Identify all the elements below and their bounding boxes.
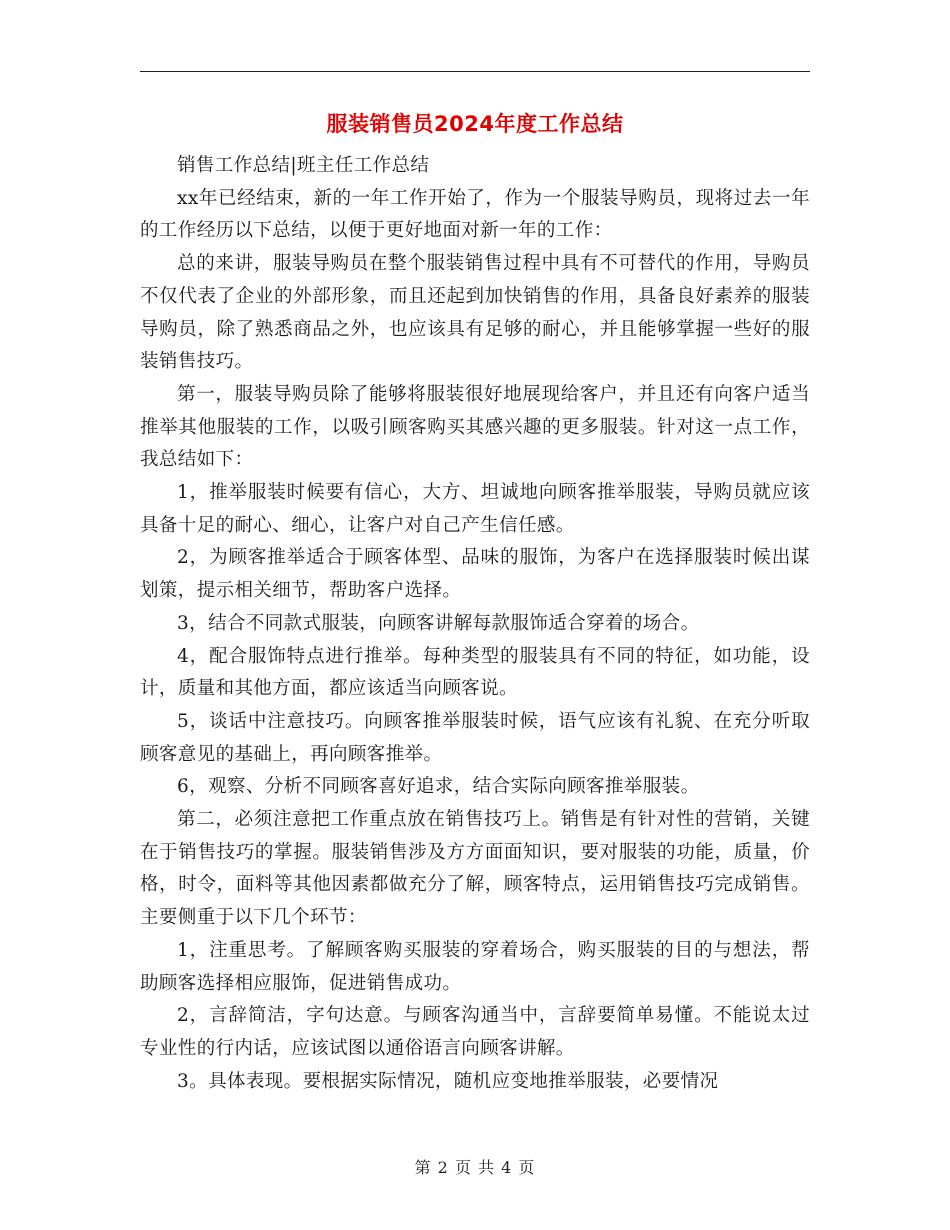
list-item: 2，为顾客推举适合于顾客体型、品味的服饰，为客户在选择服装时候出谋划策，提示相关细节，帮助客户选择。 xyxy=(140,547,810,602)
list-item: 6，观察、分析不同顾客喜好追求，结合实际向顾客推举服装。 xyxy=(177,776,700,798)
list-item: 4，配合服饰特点进行推举。每种类型的服装具有不同的特征，如功能，设计，质量和其他方面，都应该适当向顾客说。 xyxy=(140,645,810,700)
paragraph: 第二，必须注意把工作重点放在销售技巧上。销售是有针对性的营销，关键在于销售技巧的掌握。服装销售涉及方方面面知识，要对服装的功能，质量，价格，时令，面料等其他因素都做充分了解，顾客特点，运用销售技巧完成销售。主要侧重于以下几个环节： xyxy=(140,809,810,929)
paragraph: xx年已经结束，新的一年工作开始了，作为一个服装导购员，现将过去一年的工作经历以下总结，以便于更好地面对新一年的工作： xyxy=(140,187,810,242)
list-item: 1，推举服装时候要有信心，大方、坦诚地向顾客推举服装，导购员就应该具备十足的耐心、细心，让客户对自己产生信任感。 xyxy=(140,482,810,536)
document-body xyxy=(140,150,810,1098)
list-item: 2，言辞简洁，字句达意。与顾客沟通当中，言辞要简单易懂。不能说太过专业性的行内话，应该试图以通俗语言向顾客讲解。 xyxy=(140,1005,810,1059)
subtitle-line: 销售工作总结|班主任工作总结 xyxy=(177,155,430,176)
page-footer xyxy=(140,1155,810,1178)
list-item: 3。具体表现。要根据实际情况，随机应变地推举服装，必要情况 xyxy=(177,1070,719,1092)
list-item: 5，谈话中注意技巧。向顾客推举服装时候，语气应该有礼貌、在充分听取顾客意见的基础上，再向顾客推举。 xyxy=(140,710,810,765)
paragraph: 总的来讲，服装导购员在整个服装销售过程中具有不可替代的作用，导购员不仅代表了企业的外部形象，而且还起到加快销售的作用，具备良好素养的服装导购员，除了熟悉商品之外，也应该具有足够的耐心，并且能够掌握一些好的服装销售技巧。 xyxy=(140,253,810,373)
list-item: 3，结合不同款式服装，向顾客讲解每款服饰适合穿着的场合。 xyxy=(177,612,700,634)
page-number: 2 xyxy=(437,1158,449,1177)
header-rule xyxy=(140,71,810,72)
list-item: 1，注重思考。了解顾客购买服装的穿着场合，购买服装的目的与想法，帮助顾客选择相应服饰，促进销售成功。 xyxy=(140,939,810,994)
document-title: 服装销售员2024年度工作总结 xyxy=(326,112,624,136)
footer-middle: 页 共 xyxy=(454,1158,496,1177)
total-pages: 4 xyxy=(501,1158,513,1177)
footer-prefix: 第 xyxy=(414,1158,432,1177)
footer-suffix: 页 xyxy=(518,1158,536,1177)
paragraph: 第一，服装导购员除了能够将服装很好地展现给客户，并且还有向客户适当推举其他服装的工作，以吸引顾客购买其感兴趣的更多服装。针对这一点工作，我总结如下： xyxy=(140,383,810,471)
